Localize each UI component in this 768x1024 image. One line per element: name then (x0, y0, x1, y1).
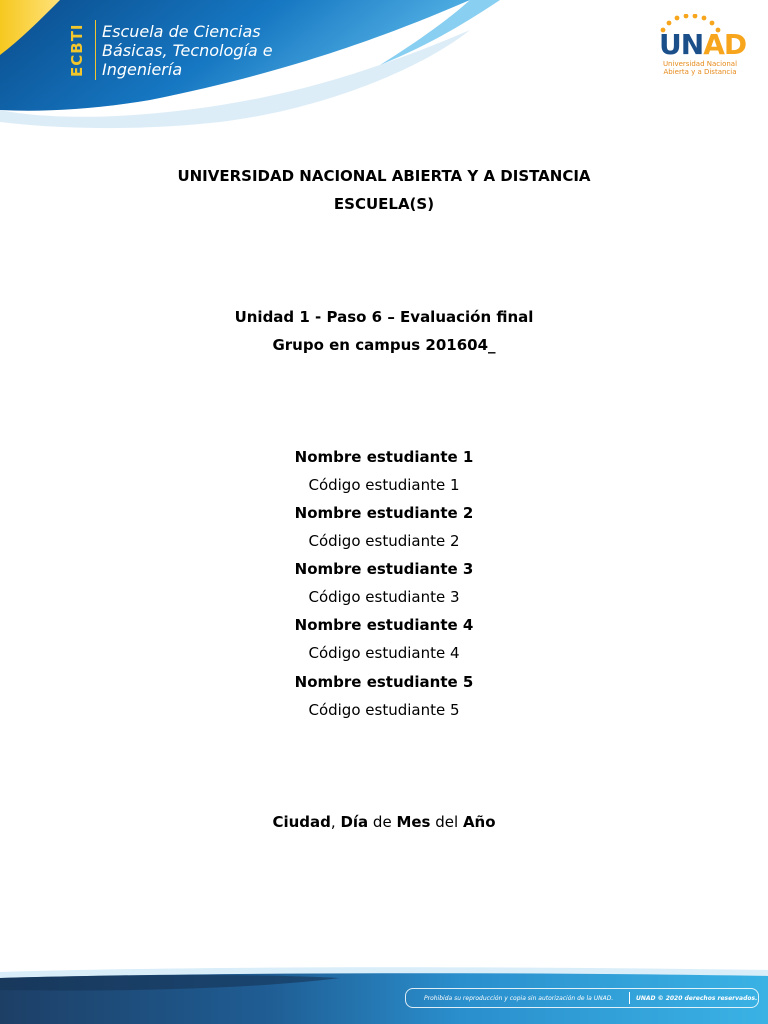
date-comma: , (330, 813, 341, 831)
footer-notice: Prohibida su reproducción y copia sin autorización de la UNAD. (424, 994, 614, 1002)
date-year: Año (462, 813, 496, 831)
student-name-3: Nombre estudiante 3 (294, 560, 474, 578)
logo-wordmark (659, 28, 746, 61)
page-header (0, 0, 768, 140)
group-title: Grupo en campus 201604_ (272, 336, 496, 354)
student-code-5: Código estudiante 5 (308, 701, 460, 719)
student-code-4: Código estudiante 4 (308, 644, 460, 662)
unad-logo (655, 14, 745, 80)
university-title: UNIVERSIDAD NACIONAL ABIERTA Y A DISTANCIA (177, 167, 591, 185)
date-city: Ciudad (272, 813, 331, 831)
footer-divider (629, 992, 630, 1004)
unit-title: Unidad 1 - Paso 6 – Evaluación final (234, 308, 534, 326)
school-title: ESCUELA(S) (333, 195, 435, 213)
student-code-2: Código estudiante 2 (308, 532, 460, 550)
school-line-2: Básicas, Tecnología e (102, 41, 273, 60)
logo-letter-u: U (659, 28, 681, 61)
date-del: del (430, 813, 463, 831)
logo-letters-ad: AD (703, 28, 747, 61)
page-footer (0, 966, 768, 1024)
student-name-2: Nombre estudiante 2 (294, 504, 474, 522)
date-de: de (368, 813, 397, 831)
student-name-4: Nombre estudiante 4 (294, 616, 474, 634)
logo-subtitle-2: Abierta y a Distancia (663, 68, 737, 76)
date-line (0, 812, 768, 832)
footer-notice-box (405, 988, 759, 1008)
footer-copyright: UNAD © 2020 derechos reservados. (636, 994, 758, 1002)
school-name (102, 22, 273, 79)
student-code-1: Código estudiante 1 (308, 476, 460, 494)
school-line-1: Escuela de Ciencias (102, 22, 261, 41)
logo-letter-n: N (680, 28, 704, 61)
student-code-3: Código estudiante 3 (308, 588, 460, 606)
student-name-1: Nombre estudiante 1 (294, 448, 474, 466)
date-day: Día (340, 813, 369, 831)
logo-subtitle-1: Universidad Nacional (662, 60, 738, 68)
ecbti-badge: ECBTI (68, 23, 86, 77)
student-name-5: Nombre estudiante 5 (294, 673, 474, 691)
badge-divider (95, 20, 96, 80)
school-line-3: Ingeniería (102, 60, 183, 79)
date-month: Mes (396, 813, 431, 831)
